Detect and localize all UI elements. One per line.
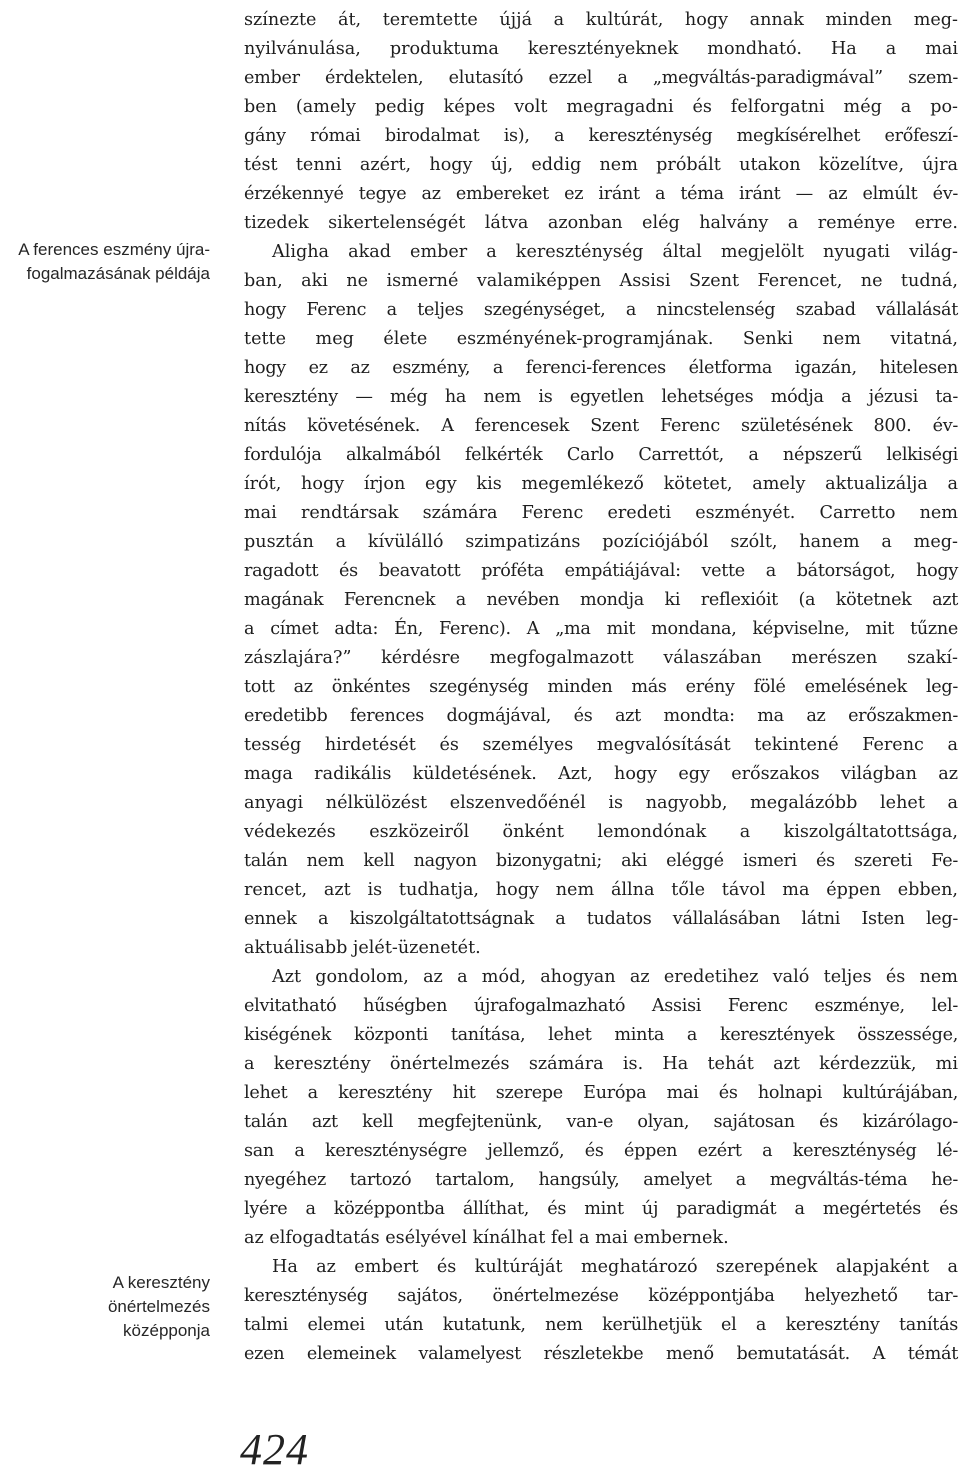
text-line: gány római birodalmat is), a kereszténység megkísérelhet erőfeszí- (244, 126, 958, 146)
text-line: talán azt kell megfejtenünk, van-e olyan, sajátosan és kizárólago- (244, 1112, 958, 1132)
text-line: kiségének központi tanítása, lehet minta a keresztények összessége, (244, 1025, 958, 1045)
margin-note-line: középponja (123, 1321, 210, 1340)
margin-note-line: fogalmazásának példája (26, 264, 210, 283)
text-line: a címet adta: Én, Ferenc). A „ma mit mondana, képviselne, mit tűzne (244, 619, 958, 639)
text-line: ezen elemeinek valamelyest részletekbe menő bemutatását. A témát (244, 1344, 958, 1364)
margin-note-line: önértelmezés (107, 1297, 210, 1316)
text-line: kereszténység sajátos, önértelmezése középpontjába helyezhető tar- (244, 1286, 958, 1306)
text-line: lehet a keresztény hit szerepe Európa mai és holnapi kultúrájában, (244, 1083, 958, 1103)
text-line: tizedek sikertelenségét látva azonban elég halvány a reménye erre. (244, 213, 958, 233)
text-line: nyilvánulása, produktuma keresztényeknek mondható. Ha a mai (244, 39, 958, 59)
paragraph-start-line: Ha az embert és kultúráját meghatározó szerepének alapjaként a (272, 1257, 958, 1277)
text-line: lyére a középpontba állíthat, és mint új paradigmát a megértetés és (244, 1199, 958, 1219)
paragraph-start-line: Aligha akad ember a kereszténység által megjelölt nyugati világ- (272, 242, 958, 262)
text-line: ben (amely pedig képes volt megragadni és felforgatni még a po- (244, 97, 958, 117)
text-line: színezte át, teremtette újjá a kultúrát, hogy annak minden meg- (244, 10, 958, 30)
text-line: írót, hogy írjon egy kis megemlékező kötetet, amely aktualizálja a (244, 474, 958, 494)
text-line: ember érdektelen, elutasító ezzel a „megváltás-paradigmával” szem- (244, 68, 958, 88)
text-line: keresztény — még ha nem is egyetlen lehetséges módja a jézusi ta- (244, 387, 958, 407)
text-line: tott az önkéntes szegénység minden más erény fölé emelésének leg- (244, 677, 958, 697)
text-line: rencet, azt is tudhatja, hogy nem állna tőle távol ma éppen ebben, (244, 880, 958, 900)
text-line: hogy ez az eszmény, a ferenci-ferences életforma igazán, hitelesen (244, 358, 958, 378)
text-line: mai rendtársak számára Ferenc eredeti eszményét. Carretto nem (244, 503, 958, 523)
text-line: ennek a kiszolgáltatottságnak a tudatos vállalásában látni Isten leg- (244, 909, 958, 929)
paragraph-start-line: Azt gondolom, az a mód, ahogyan az eredetihez való teljes és nem (272, 967, 958, 987)
text-line: eredetibb ferences dogmájával, és azt mondta: ma az erőszakmen- (244, 706, 958, 726)
text-line: nyegéhez tartozó tartalom, hangsúly, amelyet a megváltás-téma he- (244, 1170, 958, 1190)
margin-note-ferences-eszmeny (0, 238, 210, 286)
text-line: nítás követésének. A ferencesek Szent Ferenc születésének 800. év- (244, 416, 958, 436)
text-line: talmi elemei után kutatunk, nem kerülhetjük el a keresztény tanítás (244, 1315, 958, 1335)
text-line: anyagi nélkülözést elszenvedőénél is nagyobb, megalázóbb lehet a (244, 793, 958, 813)
text-line: pusztán a kívülálló szimpatizáns pozíciójából szólt, hanem a meg- (244, 532, 958, 552)
margin-note-kereszteny-onertelmezes (0, 1271, 210, 1343)
margin-note-line: A ferences eszmény újra- (18, 240, 210, 259)
text-line: magának Ferencnek a nevében mondja ki reflexióit (a kötetnek azt (244, 590, 958, 610)
text-line: fordulója alkalmából felkérték Carlo Carrettót, a népszerű lelkiségi (244, 445, 958, 465)
margin-note-line: A keresztény (112, 1273, 210, 1292)
text-line: tette meg élete eszményének-programjának. Senki nem vitatná, (244, 329, 958, 349)
paragraph-end-line: aktuálisabb jelét-üzenetét. (244, 938, 481, 958)
text-line: tesség hirdetését és személyes megvalósítását tekintené Ferenc a (244, 735, 958, 755)
text-line: a keresztény önértelmezés számára is. Ha tehát azt kérdezzük, mi (244, 1054, 958, 1074)
text-line: zászlajára?” kérdésre megfogalmazott válaszában merészen szakí- (244, 648, 958, 668)
text-line: érzékennyé tegye az embereket ez iránt a téma iránt — az elmúlt év- (244, 184, 958, 204)
text-line: védekezés eszközeiről önként lemondónak a kiszolgáltatottsága, (244, 822, 958, 842)
text-line: ban, aki ne ismerné valamiképpen Assisi Szent Ferencet, ne tudná, (244, 271, 958, 291)
text-line: hogy Ferenc a teljes szegénységet, a nincstelenség szabad vállalását (244, 300, 958, 320)
text-line: ragadott és beavatott próféta empátiájával: vette a bátorságot, hogy (244, 561, 958, 581)
text-line: elvitatható hűségben újrafogalmazható Assisi Ferenc eszménye, lel- (244, 996, 958, 1016)
text-line: talán nem kell nagyon bizonygatni; aki eléggé ismeri és szereti Fe- (244, 851, 958, 871)
text-line: san a kereszténységre jellemző, és éppen ezért a kereszténység lé- (244, 1141, 958, 1161)
page-number: 424 (240, 1425, 309, 1474)
paragraph-end-line: az elfogadtatás esélyével kínálhat fel a mai embernek. (244, 1228, 729, 1248)
text-line: tést tenni azért, hogy új, eddig nem próbált utakon közelítve, újra (244, 155, 958, 175)
text-line: maga radikális küldetésének. Azt, hogy egy erőszakos világban az (244, 764, 958, 784)
